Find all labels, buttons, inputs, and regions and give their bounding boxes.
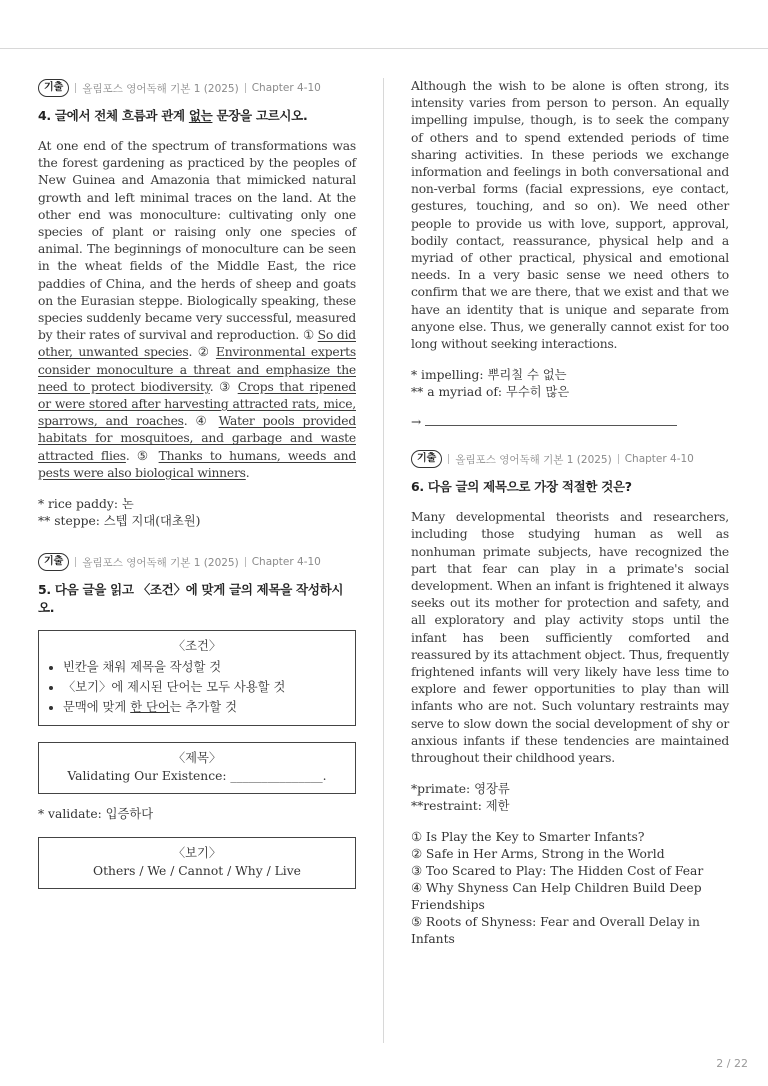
q4-marker-2: . ② [188,345,216,360]
q4-marker-3: . ③ [209,379,238,394]
condition-item: • 〈보기〉에 제시된 단어는 모두 사용할 것 [63,677,345,697]
q4-title [38,106,356,124]
separator [75,557,76,567]
left-column [38,78,356,889]
q4-source-line [38,78,356,98]
q6-passage: Many developmental theorists and researchers, including those studying human as well as nonhuman primate subjects, have recognized the part that fear can play in a primate's social development. When an infant is frightened it always seeks out its mother for protection and safety, and all exploratory and play activity stops until the infant has been sufficiently comforted and reassured by its attachment object. Thus, frequently frightened infants will very likely have less time to explore and fewer opportunities to play than will infants who are not. Such voluntary restraints may serve to slow down the social development of shy or anxious infants if these tendencies are maintained throughout their childhood years. [411,510,729,766]
q4-badge: 기출 [38,79,69,97]
condition-title: 〈조건〉 [172,639,222,654]
q5-source: 올림포스 영어독해 기본 1 (2025) [82,556,239,569]
q6-source: 올림포스 영어독해 기본 1 (2025) [455,453,612,466]
q4-title-pre: 4. 글에서 전체 흐름과 관계 [38,108,189,123]
header-rule [0,48,768,49]
q4-passage-intro: At one end of the spectrum of transformations was the forest gardening as practiced by the peoples of New Guinea and Amazonia that mimicked natural growth and left minimal traces on the land. At the other end was monoculture: cultivating only one species of plant or raising only one species of animal. The beginnings of monoculture can be seen in the wheat fields of the Middle East, the rice paddies of China, and the herds of sheep and goats on the Eurasian steppe. Biologically speaking, these species suddenly became very successful, measured by their rates of survival and reproduction. [38,139,356,343]
condition-item: • 빈칸을 채워 제목을 작성할 것 [63,657,345,677]
q5-source-line [38,552,356,572]
q6-note-1: *primate: 영장류 [411,782,510,797]
q5-title: 5. 다음 글을 읽고 〈조건〉에 맞게 글의 제목을 작성하시오. [38,582,344,616]
q4-title-underlined: 없는 [188,108,213,123]
q6-chapter: Chapter 4-10 [624,453,694,466]
separator [245,83,246,93]
option-2[interactable]: ② Safe in Her Arms, Strong in the World [411,847,665,862]
q5-badge: 기출 [38,553,69,571]
q4-sentence-1: So did other, unwanted species [38,328,356,360]
subject-box [38,742,356,794]
q4-marker-4: . ④ [183,414,219,429]
bogi-box [38,837,356,889]
q5-chapter: Chapter 4-10 [251,556,321,569]
q5-note-2: ** a myriad of: 무수히 많은 [411,385,570,400]
q4-note-1: * rice paddy: 논 [38,497,134,512]
q5-passage-notes [411,367,729,401]
subject-text: Validating Our Existence: _______________. [67,769,327,784]
separator [448,454,449,464]
q4-sentence-4: Water pools provided habitats for mosquitoes, and garbage and waste attracted flies [38,414,356,463]
page-number: 2 / 22 [716,1057,748,1070]
q5-answer-line[interactable] [411,415,729,429]
q6-note-2: **restraint: 제한 [411,799,510,814]
separator [618,454,619,464]
condition-list [49,657,345,717]
q5-note: * validate: 입증하다 [38,807,154,822]
q6-notes [411,781,729,815]
bogi-words: Others / We / Cannot / Why / Live [93,864,301,879]
q6-source-line [411,449,729,469]
condition-underlined: 한 단어 [130,700,170,715]
q4-end: . [245,465,250,480]
option-4[interactable]: ④ Why Shyness Can Help Children Build Deep Friendships [411,881,702,913]
condition-text: 문맥에 맞게 [63,700,131,715]
separator [245,557,246,567]
column-divider [383,78,384,1043]
answer-blank[interactable] [425,415,677,426]
q6-title: 6. 다음 글의 제목으로 가장 적절한 것은? [411,479,632,495]
q4-passage [38,138,356,482]
option-5[interactable]: ⑤ Roots of Shyness: Fear and Overall Delay in Infants [411,915,700,947]
right-column [411,78,729,948]
q4-source: 올림포스 영어독해 기본 1 (2025) [82,82,239,95]
q4-chapter: Chapter 4-10 [251,82,321,94]
subject-title: 〈제목〉 [172,751,222,766]
q5-note-1: * impelling: 뿌리칠 수 없는 [411,368,567,383]
q4-notes [38,496,356,530]
q4-title-post: 문장을 고르시오. [212,108,308,123]
q4-sentence-3: Crops that ripened or were stored after harvesting attracted rats, mice, sparrows, and roaches [38,379,356,429]
separator [75,83,76,93]
option-1[interactable]: ① Is Play the Key to Smarter Infants? [411,830,645,845]
q6-options [411,829,729,948]
q4-marker-5: . ⑤ [125,448,159,463]
condition-text: 는 추가할 것 [169,700,237,715]
q4-note-2: ** steppe: 스텝 지대(대초원) [38,514,201,529]
q6-badge: 기출 [411,450,442,468]
q4-sentence-2: Environmental experts consider monoculture a threat and emphasize the need to protect biodiversity [38,345,356,394]
bogi-title: 〈보기〉 [172,846,222,861]
q4-sentence-5: Thanks to humans, weeds and pests were also biological winners [38,448,356,480]
option-3[interactable]: ③ Too Scared to Play: The Hidden Cost of Fear [411,864,704,879]
condition-item [63,697,345,717]
q4-marker-1: ① [302,328,318,343]
arrow-icon: → [411,415,422,430]
q5-passage: Although the wish to be alone is often strong, its intensity varies from person to person. An equally impelling impulse, though, is to seek the company of others and to spend extended periods of time sharing activities. In these periods we exchange information and feelings in both conversational and non-verbal forms (facial expressions, eye contact, gestures, touching, and so on). We need other people to provide us with love, support, approval, bodily contact, reassurance, physical help and a myriad of other practical, physical and emotional needs. In a very basic sense we need others to confirm that we are there, that we exist and that we have an identity that is unique and separate from anyone else. Thus, we generally cannot exist for too long without seeking interactions. [411,79,729,352]
condition-box [38,630,356,726]
